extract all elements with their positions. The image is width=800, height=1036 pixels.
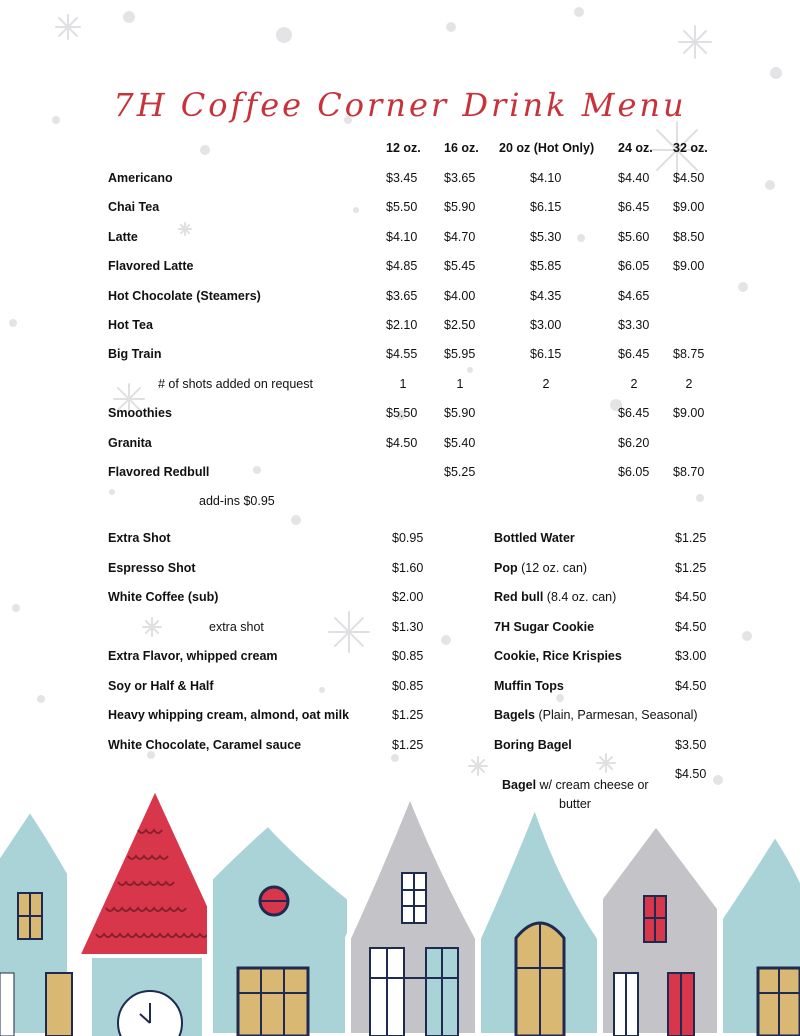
item-name bbox=[494, 738, 572, 752]
price-12oz: $4.10 bbox=[386, 230, 418, 244]
size-header-16oz: 16 oz. bbox=[444, 141, 479, 155]
price-32oz: $4.50 bbox=[673, 171, 705, 185]
addon-name: Soy or Half & Half bbox=[108, 679, 214, 693]
price-16oz: $5.25 bbox=[444, 465, 476, 479]
price-16oz: $5.90 bbox=[444, 406, 476, 420]
addon-name: Heavy whipping cream, almond, oat milk bbox=[108, 708, 350, 722]
item-name-text: Pop bbox=[494, 561, 518, 575]
item-price: $4.50 bbox=[675, 679, 707, 693]
item-detail: (12 oz. can) bbox=[517, 561, 588, 575]
price-32oz: $8.70 bbox=[673, 465, 705, 479]
drink-row bbox=[0, 200, 800, 218]
snowflake-icon bbox=[143, 618, 161, 636]
price-12oz: $5.50 bbox=[386, 406, 418, 420]
price-20oz: $5.30 bbox=[530, 230, 562, 244]
item-price: $4.50 bbox=[675, 620, 707, 634]
addins-note: add-ins $0.95 bbox=[199, 494, 275, 508]
item-price: $3.50 bbox=[675, 738, 707, 752]
price-12oz: $5.50 bbox=[386, 200, 418, 214]
drink-name: Hot Chocolate (Steamers) bbox=[108, 289, 261, 303]
addon-price: $2.00 bbox=[392, 590, 424, 604]
drink-name: Smoothies bbox=[108, 406, 172, 420]
item-price: $3.00 bbox=[675, 649, 707, 663]
price-12oz: $2.10 bbox=[386, 318, 418, 332]
price-16oz: $2.50 bbox=[444, 318, 476, 332]
item-name bbox=[494, 561, 587, 575]
price-12oz: $3.45 bbox=[386, 171, 418, 185]
item-name bbox=[494, 679, 564, 693]
price-24oz: $6.05 bbox=[618, 259, 650, 273]
item-price: $1.25 bbox=[675, 561, 707, 575]
addon-name: Extra Flavor, whipped cream bbox=[108, 649, 278, 663]
item-name bbox=[494, 531, 575, 545]
price-24oz: $4.65 bbox=[618, 289, 650, 303]
shots-32oz: 2 bbox=[685, 377, 693, 391]
price-32oz: $8.75 bbox=[673, 347, 705, 361]
price-20oz: $4.10 bbox=[530, 171, 562, 185]
size-header-32oz: 32 oz. bbox=[673, 141, 708, 155]
item-name-text: Bottled Water bbox=[494, 531, 575, 545]
price-20oz: $6.15 bbox=[530, 347, 562, 361]
drink-name: Hot Tea bbox=[108, 318, 153, 332]
drink-name: Chai Tea bbox=[108, 200, 160, 214]
price-16oz: $3.65 bbox=[444, 171, 476, 185]
price-32oz: $8.50 bbox=[673, 230, 705, 244]
snowflake-icon bbox=[597, 754, 615, 772]
addon-price: $1.25 bbox=[392, 738, 424, 752]
drink-row bbox=[0, 171, 800, 189]
drink-row bbox=[0, 289, 800, 307]
item-name bbox=[494, 590, 616, 604]
item-detail: butter bbox=[559, 797, 591, 811]
snowflake-icon bbox=[329, 612, 369, 652]
menu-title: 7H Coffee Corner Drink Menu bbox=[113, 86, 687, 124]
price-20oz: $3.00 bbox=[530, 318, 562, 332]
drink-name: Latte bbox=[108, 230, 138, 244]
addon-price: $0.85 bbox=[392, 679, 424, 693]
price-20oz: $6.15 bbox=[530, 200, 562, 214]
drink-row bbox=[0, 436, 800, 454]
snowflake-icon bbox=[469, 757, 487, 775]
addon-price: $1.30 bbox=[392, 620, 424, 634]
item-name-text: Bagel bbox=[502, 778, 537, 792]
drink-row bbox=[0, 347, 800, 365]
price-24oz: $4.40 bbox=[618, 171, 650, 185]
price-24oz: $6.45 bbox=[618, 347, 650, 361]
shots-16oz: 1 bbox=[456, 377, 464, 391]
winter-village-illustration bbox=[0, 778, 800, 1036]
drink-name: Flavored Redbull bbox=[108, 465, 210, 479]
price-24oz: $3.30 bbox=[618, 318, 650, 332]
snowflake-icon bbox=[56, 15, 80, 39]
item-name bbox=[494, 649, 622, 663]
item-name-text: Bagels bbox=[494, 708, 535, 722]
price-32oz: $9.00 bbox=[673, 200, 705, 214]
shots-24oz: 2 bbox=[630, 377, 638, 391]
shots-12oz: 1 bbox=[399, 377, 407, 391]
item-name-text: Red bull bbox=[494, 590, 544, 604]
item-detail: w/ cream cheese or bbox=[536, 778, 649, 792]
snowflake-icon bbox=[679, 26, 711, 58]
price-12oz: $4.55 bbox=[386, 347, 418, 361]
house-far-right bbox=[720, 833, 800, 1036]
item-name-text: Muffin Tops bbox=[494, 679, 564, 693]
house-gray-center bbox=[348, 793, 478, 1036]
price-16oz: $5.40 bbox=[444, 436, 476, 450]
drink-name: Big Train bbox=[108, 347, 162, 361]
price-20oz: $4.35 bbox=[530, 289, 562, 303]
shots-label: # of shots added on request bbox=[158, 377, 313, 391]
item-price: $4.50 bbox=[675, 590, 707, 604]
price-16oz: $5.95 bbox=[444, 347, 476, 361]
price-16oz: $5.45 bbox=[444, 259, 476, 273]
addon-price: $1.60 bbox=[392, 561, 424, 575]
price-24oz: $6.45 bbox=[618, 406, 650, 420]
price-24oz: $6.20 bbox=[618, 436, 650, 450]
item-price: $1.25 bbox=[675, 531, 707, 545]
item-name bbox=[494, 620, 594, 634]
addon-name: Extra Shot bbox=[108, 531, 171, 545]
price-24oz: $6.45 bbox=[618, 200, 650, 214]
item-name-text: Cookie, Rice Krispies bbox=[494, 649, 622, 663]
price-12oz: $4.50 bbox=[386, 436, 418, 450]
price-32oz: $9.00 bbox=[673, 259, 705, 273]
house-left bbox=[0, 808, 72, 1036]
size-header-20oz: 20 oz (Hot Only) bbox=[499, 141, 595, 155]
item-name-text: 7H Sugar Cookie bbox=[494, 620, 595, 634]
item-detail: (Plain, Parmesan, Seasonal) bbox=[535, 708, 698, 722]
price-16oz: $5.90 bbox=[444, 200, 476, 214]
price-24oz: $5.60 bbox=[618, 230, 650, 244]
house-arched-window bbox=[478, 803, 600, 1036]
drink-name: Flavored Latte bbox=[108, 259, 194, 273]
size-header-12oz: 12 oz. bbox=[386, 141, 421, 155]
addon-price: $0.85 bbox=[392, 649, 424, 663]
drink-row bbox=[0, 230, 800, 248]
addon-name: Espresso Shot bbox=[108, 561, 196, 575]
item-detail: (8.4 oz. can) bbox=[543, 590, 617, 604]
price-12oz: $3.65 bbox=[386, 289, 418, 303]
addon-name: extra shot bbox=[209, 620, 264, 634]
item-name bbox=[494, 708, 698, 722]
price-12oz: $4.85 bbox=[386, 259, 418, 273]
drink-row bbox=[0, 406, 800, 424]
size-header-24oz: 24 oz. bbox=[618, 141, 653, 155]
drink-row bbox=[0, 318, 800, 336]
drink-name: Granita bbox=[108, 436, 152, 450]
price-32oz: $9.00 bbox=[673, 406, 705, 420]
addon-price: $1.25 bbox=[392, 708, 424, 722]
drink-name: Americano bbox=[108, 171, 173, 185]
drink-row bbox=[0, 259, 800, 277]
house-gray-right bbox=[600, 823, 720, 1036]
addon-name: White Chocolate, Caramel sauce bbox=[108, 738, 302, 752]
addon-price: $0.95 bbox=[392, 531, 424, 545]
price-20oz: $5.85 bbox=[530, 259, 562, 273]
shots-20oz: 2 bbox=[542, 377, 550, 391]
addon-name: White Coffee (sub) bbox=[108, 590, 219, 604]
drink-row bbox=[0, 465, 800, 483]
item-price: $4.50 bbox=[675, 767, 707, 781]
price-16oz: $4.70 bbox=[444, 230, 476, 244]
house-round-window bbox=[210, 823, 350, 1036]
price-16oz: $4.00 bbox=[444, 289, 476, 303]
item-name-text: Boring Bagel bbox=[494, 738, 572, 752]
shots-row bbox=[0, 377, 800, 395]
price-24oz: $6.05 bbox=[618, 465, 650, 479]
